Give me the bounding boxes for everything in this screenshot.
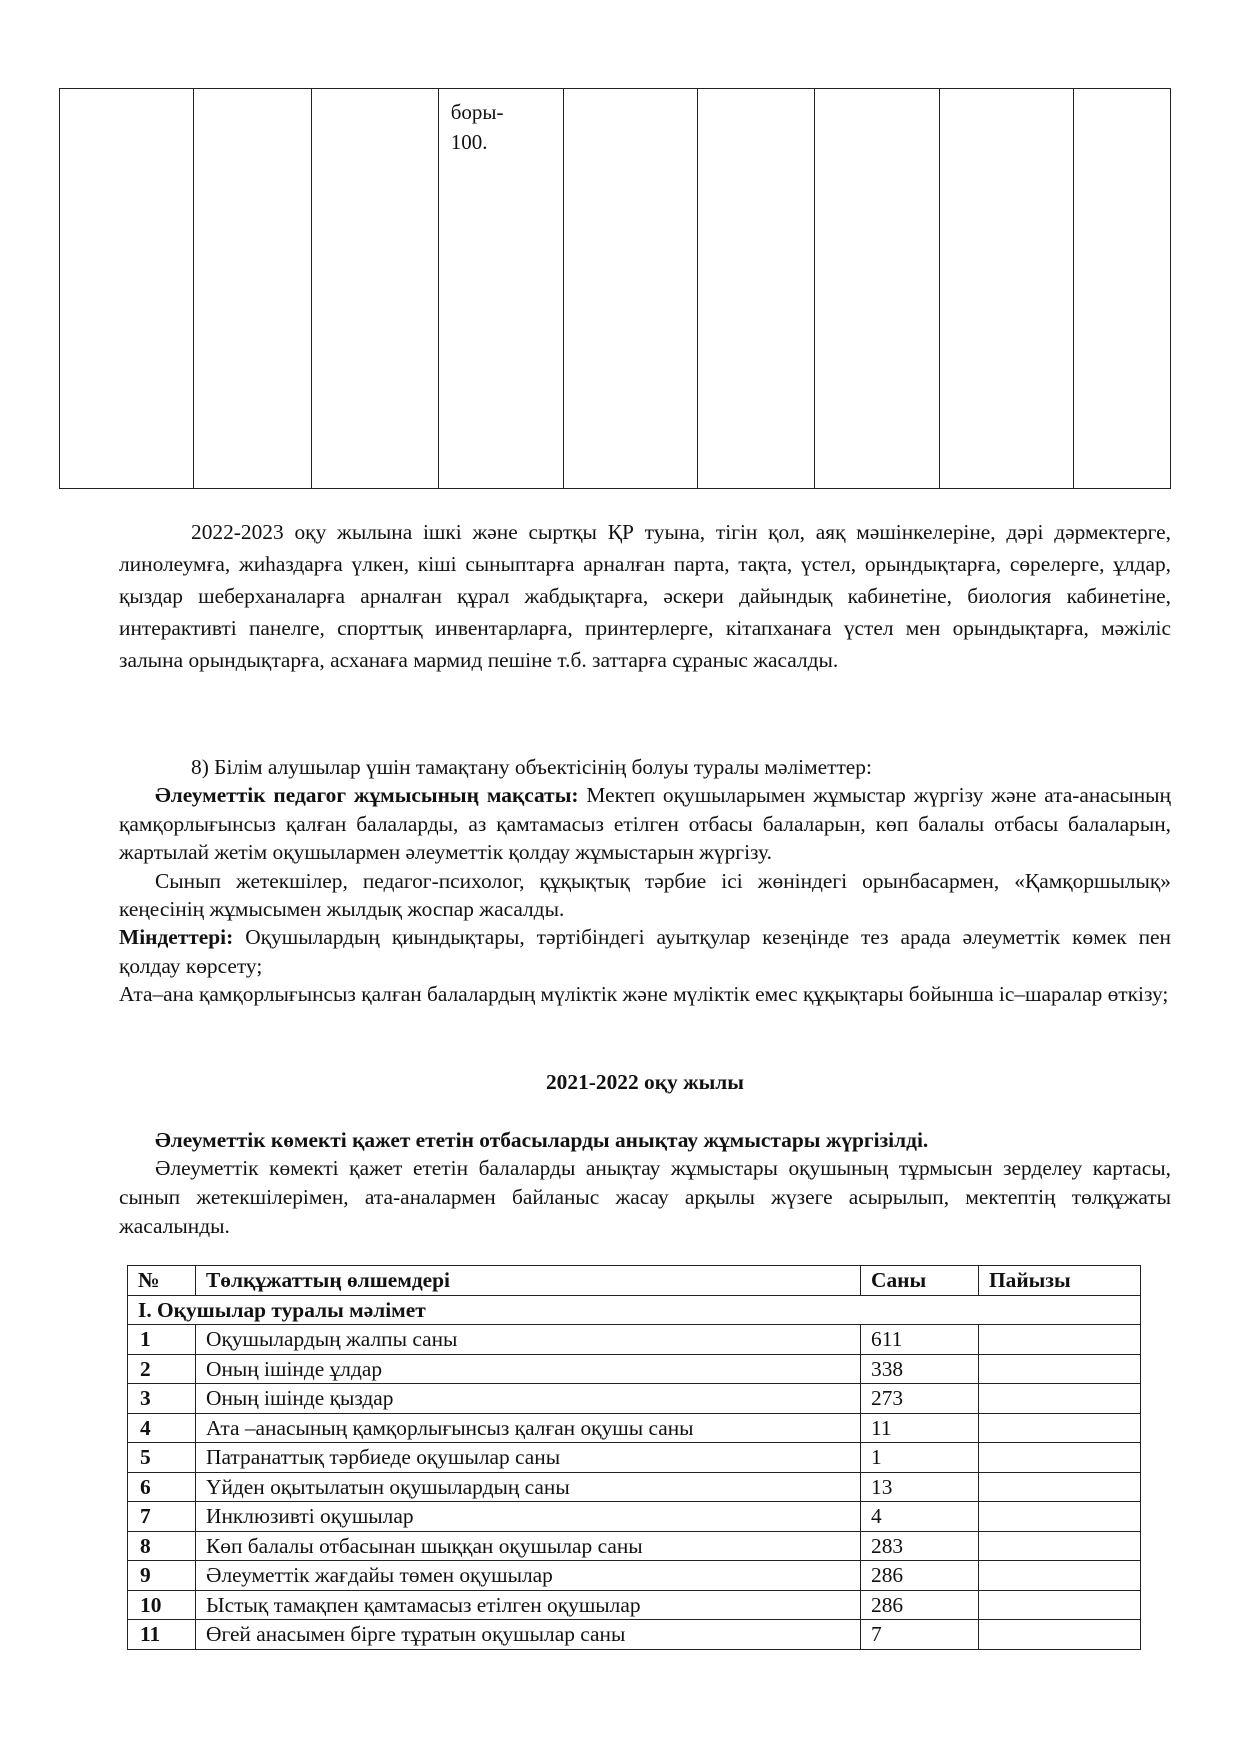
row-number: 10 (128, 1590, 196, 1620)
row-label: Ата –анасының қамқорлығынсыз қалған оқушы саны (196, 1413, 861, 1443)
table-cell (312, 89, 439, 489)
identify-paragraph: Әлеуметтік көмекті қажет ететін балаларды анықтау жұмыстары оқушының тұрмысын зерделеу картасы, сынып жетекшілерімен, ата-аналармен байланыс жасау арқылы жүзеге асырылып, мектептің төлқұжаты жасалынды. (119, 1156, 1171, 1238)
row-percent (979, 1561, 1141, 1591)
row-percent (979, 1620, 1141, 1650)
row-percent (979, 1502, 1141, 1532)
tasks-paragraph (119, 923, 1171, 980)
table-row (128, 1531, 1141, 1561)
table-row (128, 1590, 1141, 1620)
table-row (128, 1472, 1141, 1502)
table-cell (1073, 89, 1171, 489)
row-percent (979, 1472, 1141, 1502)
tasks-label: Міндеттері: (119, 925, 234, 950)
row-number: 4 (128, 1413, 196, 1443)
header-count: Саны (861, 1266, 979, 1296)
row-label: Өгей анасымен бірге тұратын оқушылар саны (196, 1620, 861, 1650)
table-cell (697, 89, 815, 489)
row-percent (979, 1384, 1141, 1414)
row-percent (979, 1443, 1141, 1473)
table-row (128, 1620, 1141, 1650)
row-number: 6 (128, 1472, 196, 1502)
row-count: 4 (861, 1502, 979, 1532)
plan-paragraph: Сынып жетекшілер, педагог-психолог, құқықтық тәрбие ісі жөніндегі орынбасармен, «Қамқоршылық» кеңесінің жұмысымен жылдық жоспар жасалды. (119, 868, 1171, 922)
section-8 (119, 753, 1171, 1009)
row-percent (979, 1531, 1141, 1561)
row-count: 11 (861, 1413, 979, 1443)
row-number: 3 (128, 1384, 196, 1414)
row-label: Оқушылардың жалпы саны (196, 1325, 861, 1355)
table-row (128, 1561, 1141, 1591)
row-count: 338 (861, 1354, 979, 1384)
table-row (128, 1325, 1141, 1355)
tasks-paragraph-2: Ата–ана қамқорлығынсыз қалған балалардың мүліктік және мүліктік емес құқықтары бойынша іс–шаралар өткізу; (119, 982, 1169, 1007)
row-count: 283 (861, 1531, 979, 1561)
cell-text-line: боры- (450, 100, 504, 124)
row-number: 9 (128, 1561, 196, 1591)
row-count: 611 (861, 1325, 979, 1355)
table-cell (815, 89, 940, 489)
tasks-text: Оқушылардың қиындықтары, тәртібіндегі ауытқулар кезеңінде тез арада әлеуметтік көмек пен қолдау көрсету; (119, 925, 1171, 978)
row-number: 2 (128, 1354, 196, 1384)
header-percent: Пайызы (979, 1266, 1141, 1296)
table-cell (193, 89, 312, 489)
row-count: 7 (861, 1620, 979, 1650)
row-label: Оның ішінде қыздар (196, 1384, 861, 1414)
table-cell (438, 89, 564, 489)
row-number: 8 (128, 1531, 196, 1561)
goal-label: Әлеуметтік педагог жұмысының мақсаты: (155, 783, 579, 808)
row-label: Көп балалы отбасынан шыққан оқушылар саны (196, 1531, 861, 1561)
row-percent (979, 1413, 1141, 1443)
table-cell (60, 89, 194, 489)
identify-heading: Әлеуметтік көмекті қажет ететін отбасыларды анықтау жұмыстары жүргізілді. (155, 1128, 929, 1152)
goal-text: Мектеп оқушыларымен жұмыстар жүргізу және ата-анасының қамқорлығынсыз қалған балаларды, аз қамтамасыз етілген отбасы балаларын, көп балалы отбасы балаларын, жартылай жетім оқушылармен әлеуметтік қолдау жұмыстарын жүргізу. (119, 783, 1171, 865)
row-percent (979, 1354, 1141, 1384)
row-number: 5 (128, 1443, 196, 1473)
row-label: Үйден оқытылатын оқушылардың саны (196, 1472, 861, 1502)
section-title: I. Оқушылар туралы мәлімет (128, 1295, 1141, 1325)
goal-paragraph (119, 781, 1171, 866)
row-count: 13 (861, 1472, 979, 1502)
row-number: 1 (128, 1325, 196, 1355)
header-criteria: Төлқұжаттың өлшемдері (196, 1266, 861, 1296)
table-row (128, 1384, 1141, 1414)
row-percent (979, 1590, 1141, 1620)
section-8-heading: 8) Білім алушылар үшін тамақтану объектісінің болуы туралы мәліметтер: (191, 755, 872, 779)
table-row (128, 1413, 1141, 1443)
request-text: 2022-2023 оқу жылына ішкі және сыртқы ҚР туына, тігін қол, аяқ мәшінкелеріне, дәрі дәрмектерге, линолеумға, жиһаздарға үлкен, кіші сыныптарға арналған парта, тақта, үстел, орындықтарға, сөрелерге, ұлдар, қыздар шеберханаларға арналған құрал жабдықтарға, әскери дайындық кабинетіне, биология кабинетіне, интерактивті панелге, спорттық инвентарларға, принтерлерге, кітапханаға үстел мен орындықтарға, мәжіліс залына орындықтарға, асханаға мармид пешіне т.б. заттарға сұраныс жасалды. (119, 520, 1171, 672)
table-cell (564, 89, 698, 489)
row-label: Оның ішінде ұлдар (196, 1354, 861, 1384)
row-number: 7 (128, 1502, 196, 1532)
cell-text (439, 89, 564, 157)
table-row (128, 1443, 1141, 1473)
table-section-row (128, 1295, 1141, 1325)
row-label: Патранаттық тәрбиеде оқушылар саны (196, 1443, 861, 1473)
cell-text-line: 100. (450, 130, 488, 154)
table-cell (939, 89, 1073, 489)
row-percent (979, 1325, 1141, 1355)
table-row (128, 1354, 1141, 1384)
continuation-table (59, 88, 1171, 489)
header-number: № (128, 1266, 196, 1296)
row-label: Инклюзивті оқушылар (196, 1502, 861, 1532)
row-count: 273 (861, 1384, 979, 1414)
row-label: Әлеуметтік жағдайы төмен оқушылар (196, 1561, 861, 1591)
row-label: Ыстық тамақпен қамтамасыз етілген оқушылар (196, 1590, 861, 1620)
table-row (128, 1502, 1141, 1532)
row-number: 11 (128, 1620, 196, 1650)
request-paragraph (119, 516, 1171, 676)
passport-table (127, 1265, 1141, 1650)
year-heading: 2021-2022 оқу жылы (545, 1070, 744, 1094)
row-count: 286 (861, 1561, 979, 1591)
table-header-row (128, 1266, 1141, 1296)
row-count: 286 (861, 1590, 979, 1620)
row-count: 1 (861, 1443, 979, 1473)
